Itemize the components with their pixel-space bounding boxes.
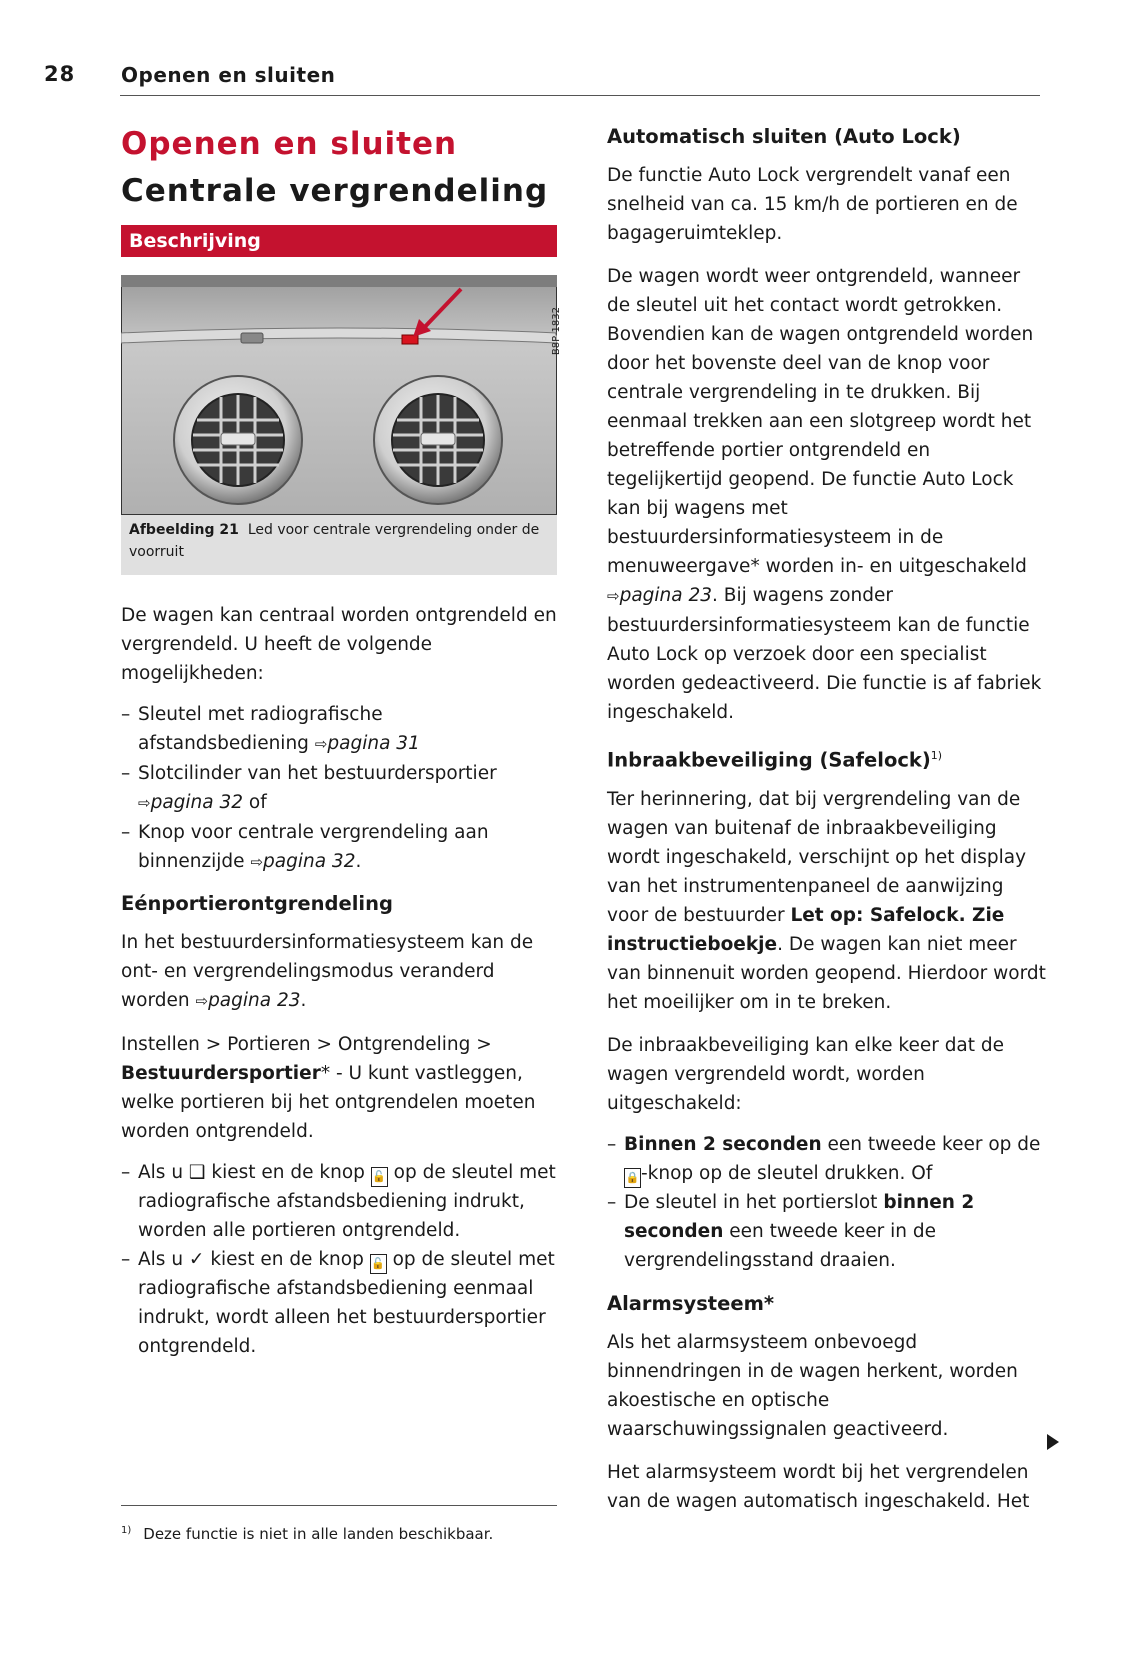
auto-lock-text-1: De functie Auto Lock vergrendelt vanaf een snelheid van ca. 15 km/h de portieren en de bagageruimteklep. — [607, 165, 1018, 244]
arrow-icon: ⇨ — [607, 587, 620, 605]
running-title: Openen en sluiten — [121, 63, 336, 87]
right-vent — [374, 376, 502, 504]
list-item: – Sleutel met radiografische afstandsbediening ⇨pagina 31 — [121, 700, 557, 759]
options-list — [121, 700, 557, 877]
page-ref-link[interactable]: pagina 32 — [263, 851, 356, 872]
figure-caption-text: Led voor centrale vergrendeling onder de voorruit — [129, 522, 540, 560]
safelock-text-2: De inbraakbeveiliging kan elke keer dat de wagen vergrendeld wordt, worden uitgeschakeld: — [607, 1034, 1005, 1114]
list-item: – Binnen 2 seconden een tweede keer op de 🔒-knop op de sleutel drukken. Of — [607, 1130, 1047, 1188]
checkmark-icon: ✓ — [188, 1249, 205, 1270]
page-number: 28 — [44, 62, 76, 86]
alarm-text-2: Het alarmsysteem wordt bij het vergrendelen van de wagen automatisch ingeschakeld. Het — [607, 1461, 1030, 1512]
safelock-text-1: Ter herinnering, dat bij vergrendeling van de wagen van buitenaf de inbraakbeveiliging wordt ingeschakeld, verschijnt op het display van het instrumentenpaneel de aanwijzing voor de bestuurder Let op: Safelock. Zie instructieboekje. De wagen kan niet meer van binnenuit worden geopend. Hierdoor wordt het moeilijker om in te breken. — [607, 788, 1046, 1013]
section-title: Centrale vergrendeling — [121, 173, 549, 209]
left-vent — [174, 376, 302, 504]
figure-caption-label: Afbeelding 21 — [129, 522, 239, 538]
footnote-rule — [121, 1505, 557, 1506]
list-item: – Als u ✓ kiest en de knop 🔓 op de sleutel met radiografische afstandsbediening eenmaal indrukt, wordt alleen het bestuurdersportier ontgrendeld. — [121, 1245, 557, 1361]
arrow-icon: ⇨ — [314, 735, 328, 753]
continue-arrow-icon — [1047, 1434, 1059, 1450]
unlock-mode-list — [121, 1158, 557, 1361]
header-rule — [120, 95, 1040, 96]
left-column — [121, 120, 562, 1361]
dashboard-illustration — [121, 275, 557, 515]
figure-code: B8P-1832 — [551, 307, 562, 356]
arrow-icon: ⇨ — [250, 853, 264, 871]
unlock-key-icon: 🔓 — [370, 1254, 387, 1274]
auto-lock-text-2: De wagen wordt weer ontgrendeld, wanneer de sleutel uit het contact wordt getrokken. Bovendien kan de wagen ontgrendeld worden door het bovenste deel van de knop voor centrale vergrendeling in te drukken. Bij eenmaal trekken aan een slotgreep wordt het betreffende portier ontgrendeld en tegelijkertijd geopend. De functie Auto Lock kan bij wagens met bestuurdersinformatiesysteem in de menuweergave* worden in- en uitgeschakeld ⇨pagina 23. Bij wagens zonder bestuurdersinformatiesysteem kan de functie Auto Lock op verzoek door een specialist worden gedeactiveerd. Die functie is af fabriek ingeschakeld. — [607, 266, 1042, 723]
list-item: – Als u ❑ kiest en de knop 🔓 op de sleutel met radiografische afstandsbediening indrukt, worden alle portieren ontgrendeld. — [121, 1158, 557, 1245]
intro-text: De wagen kan centraal worden ontgrendeld en vergrendeld. U heeft de volgende mogelijkheden: — [121, 605, 557, 684]
chapter-title: Openen en sluiten — [121, 126, 458, 162]
single-door-text: In het bestuurdersinformatiesysteem kan de ont- en vergrendelingsmodus veranderd worden ⇨pagina 23. — [121, 932, 534, 1011]
list-item: – Knop voor centrale vergrendeling aan binnenzijde ⇨pagina 32. — [121, 818, 557, 877]
lock-key-icon: 🔒 — [624, 1168, 641, 1188]
figure-caption — [129, 519, 549, 563]
page-ref-link[interactable]: pagina 32 — [150, 792, 244, 813]
figure-21 — [121, 275, 562, 575]
checkbox-empty-icon: ❑ — [188, 1162, 206, 1183]
safelock-heading: Inbraakbeveiliging (Safelock)$^{1)}$ — [607, 748, 943, 772]
page-ref-link[interactable]: pagina 23 — [619, 585, 713, 606]
auto-lock-heading: Automatisch sluiten (Auto Lock) — [607, 125, 961, 148]
footnote: $^{1)}$ Deze functie is niet in alle landen beschikbaar. — [121, 1525, 494, 1543]
menu-path-text: Instellen > Portieren > Ontgrendeling > Bestuurdersportier* - U kunt vastleggen, welke portieren bij het ontgrendelen moeten worden ontgrendeld. — [121, 1034, 536, 1142]
arrow-icon: ⇨ — [138, 794, 151, 812]
alarm-heading: Alarmsysteem* — [607, 1291, 775, 1315]
page-header — [44, 62, 1044, 92]
arrow-icon: ⇨ — [195, 992, 209, 1010]
list-item: – Slotcilinder van het bestuurdersportier ⇨pagina 32 of — [121, 759, 557, 818]
list-item: – De sleutel in het portierslot binnen 2 seconden een tweede keer in de vergrendelingsstand draaien. — [607, 1188, 1047, 1275]
page-ref-link[interactable]: pagina 31 — [327, 733, 420, 754]
unlock-key-icon: 🔓 — [371, 1167, 388, 1187]
page-ref-link[interactable]: pagina 23 — [208, 990, 301, 1011]
safelock-steps-list — [607, 1130, 1047, 1275]
single-door-heading: Eénportierontgrendeling — [121, 892, 393, 915]
section-bar: Beschrijving — [121, 225, 557, 257]
alarm-text-1: Als het alarmsysteem onbevoegd binnendringen in de wagen herkent, worden akoestische en optische waarschuwingssignalen geactiveerd. — [607, 1331, 1018, 1440]
right-column — [607, 122, 1047, 1516]
